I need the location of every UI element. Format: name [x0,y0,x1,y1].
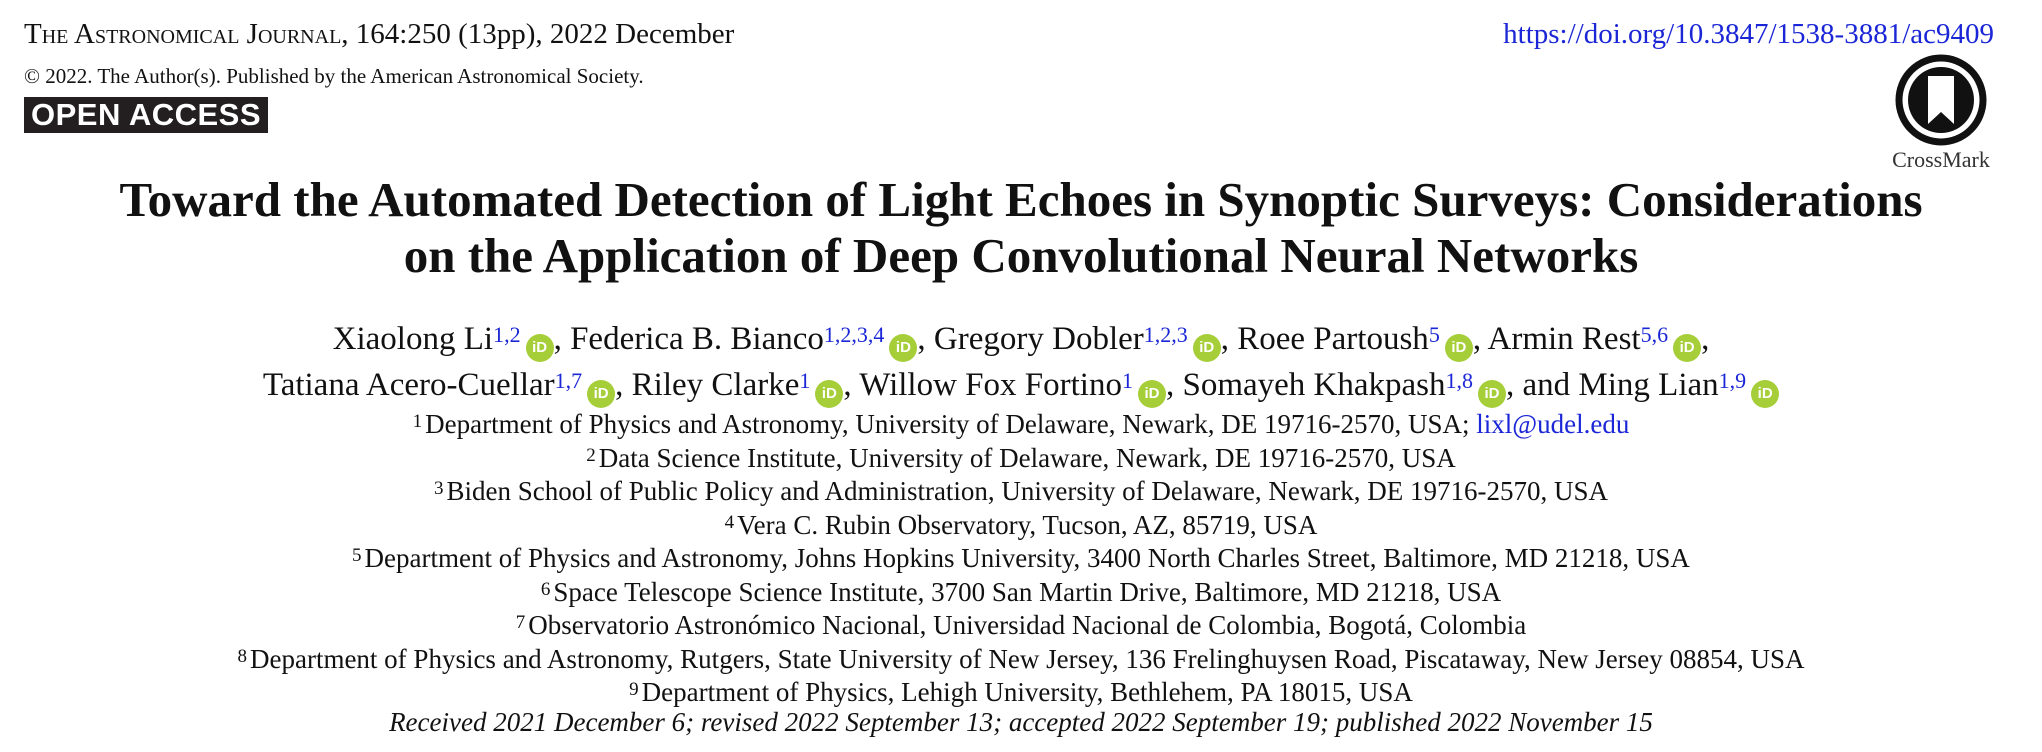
author [1578,367,1779,403]
author-affiliation-refs[interactable]: 1,2,3,4 [823,322,885,347]
author-affiliation-refs[interactable]: 1,2,3 [1143,322,1188,347]
author [1237,321,1487,357]
orcid-icon[interactable]: iD [889,334,917,362]
orcid-icon[interactable]: iD [1445,334,1473,362]
author [1488,321,1710,357]
affiliation-text: Biden School of Public Policy and Administration, University of Delaware, Newark, DE 19716-2570, USA [446,476,1609,506]
orcid-icon[interactable]: iD [1673,334,1701,362]
author-name: Riley Clarke [631,367,800,403]
author [263,367,632,403]
journal-name: The Astronomical Journal [24,18,342,50]
affiliation-text: Department of Physics, Lehigh University, Bethlehem, PA 18015, USA [641,677,1413,707]
author-affiliation-refs[interactable]: 1,2 [493,322,521,347]
author-separator: , [1220,321,1238,357]
affiliation [0,609,2042,643]
affiliation [0,408,2042,442]
orcid-icon[interactable]: iD [1478,380,1506,408]
author-affiliation-refs[interactable]: 1,9 [1718,368,1747,393]
author-name: Roee Partoush [1237,321,1429,357]
affiliation-number: 4 [724,511,735,533]
affiliation [0,576,2042,610]
paper-title-line: on the Application of Deep Convolutional Neural Networks [403,228,1639,283]
author-separator: , [1701,321,1710,357]
affiliation-number: 9 [629,679,639,700]
author-affiliation-refs[interactable]: 1,8 [1445,368,1474,393]
affiliation [0,509,2042,543]
author-affiliation-refs[interactable]: 5,6 [1640,322,1669,347]
affiliation-number: 3 [433,478,444,499]
open-access-badge: OPEN ACCESS [24,97,268,133]
journal-citation [24,16,734,52]
author-name: Somayeh Khakpash [1182,367,1446,403]
author-name: Tatiana Acero-Cuellar [262,367,555,403]
orcid-icon[interactable]: iD [526,334,554,362]
author-line [0,316,2042,362]
affiliation [0,442,2042,476]
affiliation [0,475,2042,509]
author-affiliation-refs[interactable]: 1 [799,368,811,393]
author-list [0,316,2042,408]
author [934,321,1237,357]
affiliation-text: Space Telescope Science Institute, 3700 San Martin Drive, Baltimore, MD 21218, USA [553,576,1502,607]
crossmark-label: CrossMark [1892,147,1990,172]
author-name: Xiaolong Li [332,321,494,357]
orcid-icon[interactable]: iD [815,380,843,408]
author-separator: , [843,367,860,403]
affiliation-number: 5 [352,545,362,566]
publication-dates: Received 2021 December 6; revised 2022 September 13; accepted 2022 September 19; published 2022 November 15 [389,707,1653,737]
author [859,367,1182,403]
paper-title [0,172,2042,284]
email-link[interactable]: lixl@udel.edu [1476,409,1630,439]
author-separator: , [1165,367,1183,403]
affiliation-text: Vera C. Rubin Observatory, Tucson, AZ, 85719, USA [737,509,1318,540]
affiliation-text: Department of Physics and Astronomy, Johns Hopkins University, 3400 North Charles Street, Baltimore, MD 21218, USA [364,543,1690,573]
author-separator: , [917,321,934,357]
author-name: Gregory Dobler [933,321,1144,357]
orcid-icon[interactable]: iD [1193,334,1221,362]
orcid-icon[interactable]: iD [1751,380,1779,408]
copyright-notice: © 2022. The Author(s). Published by the American Astronomical Society. [24,64,644,88]
author [570,321,934,357]
author-affiliation-refs[interactable]: 1 [1121,368,1133,393]
author [333,321,570,357]
author-name: Armin Rest [1487,321,1641,357]
affiliation-list [0,408,2042,710]
affiliation-number: 1 [412,411,423,432]
author-name: Ming Lian [1578,367,1719,403]
affiliation-number: 6 [540,578,551,600]
crossmark-button[interactable] [1890,54,1992,172]
author [1182,367,1578,403]
affiliation-text: Data Science Institute, University of Delaware, Newark, DE 19716-2570, USA [598,442,1456,473]
doi-link[interactable]: https://doi.org/10.3847/1538-3881/ac9409 [1503,18,1994,50]
author [632,367,860,403]
author-name: Willow Fox Fortino [859,367,1122,403]
paper-title-line: Toward the Automated Detection of Light Echoes in Synoptic Surveys: Considerations [119,172,1923,227]
affiliation-text: Observatorio Astronómico Nacional, Universidad Nacional de Colombia, Bogotá, Colombia [528,610,1527,640]
author-affiliation-refs[interactable]: 1,7 [554,368,583,393]
affiliation-text: Department of Physics and Astronomy, Rutgers, State University of New Jersey, 136 Frelinghuysen Road, Piscataway, New Jersey 08854, USA [249,643,1805,674]
author-line [0,362,2042,408]
affiliation-number: 2 [586,444,596,466]
affiliation-number: 7 [515,612,526,633]
crossmark-icon [1895,54,1987,146]
author-name: Federica B. Bianco [570,321,824,357]
affiliation [0,542,2042,576]
author-separator: , [1472,321,1488,357]
citation-details: , 164:250 (13pp), 2022 December [341,18,735,50]
orcid-icon[interactable]: iD [1138,380,1166,408]
affiliation [0,643,2042,677]
orcid-icon[interactable]: iD [587,380,615,408]
author-separator: , [553,321,571,357]
author-separator: , [615,367,632,403]
affiliation-number: 8 [237,645,247,667]
author-separator: , and [1506,367,1579,403]
affiliation-text: Department of Physics and Astronomy, University of Delaware, Newark, DE 19716-2570, USA; [425,409,1477,439]
author-affiliation-refs[interactable]: 5 [1428,322,1440,347]
